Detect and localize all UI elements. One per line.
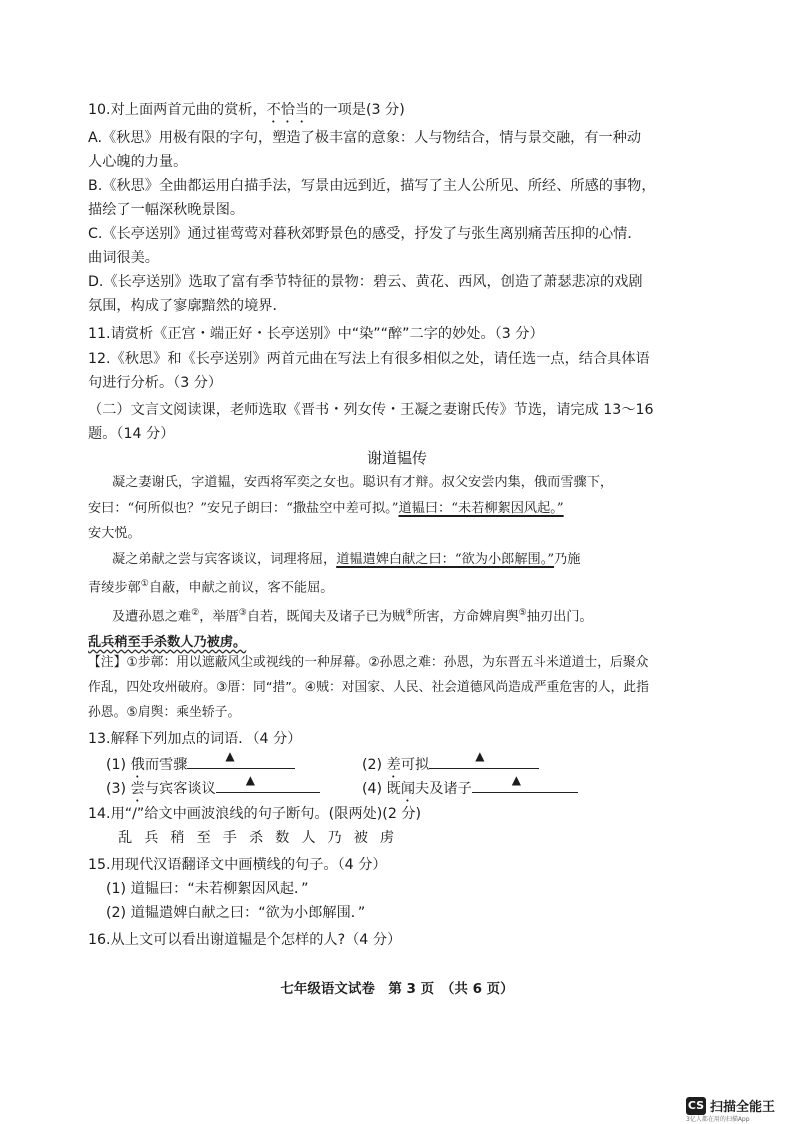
scanner-watermark [686, 1096, 775, 1115]
option-b-line1: B.《秋思》全曲都运用白描手法，写景由远到近，描写了主人公所见、所经、所感的事物， [88, 178, 656, 194]
passage-p1-line1: 凝之妻谢氏，字道韫，安西将军奕之女也。聪识有才辩。叔父安尝内集，俄而雪骤下， [112, 475, 614, 490]
emphasis-not-appropriate: 不恰当 [266, 102, 310, 118]
page-footer: 七年级语文试卷 第 3 页 （共 6 页） [280, 981, 514, 997]
question-14-text: 14.用“/”给文中画波浪线的句子断句。(限两处)(2 分) [88, 806, 422, 822]
question-13-row2 [106, 773, 626, 800]
passage-p2-line1: 凝之弟献之尝与宾客谈议，词理将屈，道韫遣婢白献之曰：“欲为小郎解围。”乃施 [112, 551, 581, 567]
underlined-sentence-2: 道韫遣婢白献之曰：“欲为小郎解围。” [336, 551, 555, 567]
watermark-tagline: 3亿人都在用的扫描App [686, 1116, 750, 1123]
question-16 [88, 928, 678, 952]
question-13-text: 13.解释下列加点的词语．（4 分） [88, 731, 302, 747]
triangle-marker-icon: ▲ [511, 773, 522, 787]
underlined-sentence-1: 道韫曰：“未若柳絮因风起。” [398, 500, 564, 516]
note-marker-2: ② [191, 607, 200, 618]
passage-title: 谢道韫传 [366, 449, 427, 467]
option-d-line1: D.《长亭送别》选取了富有季节特征的景物：碧云、黄花、西风，创造了萧瑟悲凉的戏剧 [88, 274, 643, 290]
passage-body [88, 470, 678, 655]
option-a-line2: 人心魄的力量。 [88, 154, 188, 170]
question-12-line2: 句进行分析。（3 分） [88, 375, 223, 391]
watermark-name: 扫描全能王 [710, 1100, 776, 1115]
question-11-text: 11.请赏析《正宫・端正好・长亭送别》中“染”“醉”二字的妙处。（3 分） [88, 326, 544, 342]
notes-line3: 孙恩。⑤肩舆：乘坐轿子。 [88, 705, 241, 720]
question-14 [88, 802, 678, 850]
section-2-line2: 题。（14 分） [88, 426, 175, 442]
notes-line1: 【注】①步鄣：用以遮蔽风尘或视线的一种屏幕。②孙恩之难：孙恩，为东晋五斗米道道士，后聚众 [88, 655, 649, 670]
option-a-line1: A.《秋思》用极有限的字句，塑造了极丰富的意象：人与物结合，情与景交融，有一种动 [88, 130, 642, 146]
note-marker-4: ④ [405, 607, 414, 618]
passage-p2-line2: 青绫步鄣①自蔽，申献之前议，客不能屈。 [88, 579, 334, 596]
sentence-to-punctuate: 乱兵稍至手杀数人乃被虏 [118, 830, 407, 846]
note-marker-1: ① [140, 579, 149, 589]
passage-p3-line1: 及遭孙恩之难②，举厝③自若，既闻夫及诸子已为贼④所害，方命婢肩舆⑤抽刃出门。 [112, 607, 593, 625]
question-11 [88, 322, 678, 346]
option-b-line2: 描绘了一幅深秋晚景图。 [88, 202, 245, 218]
q13-item-2: (2) 差可拟 ▲ [362, 752, 539, 781]
question-13-stem [88, 727, 678, 751]
question-12-line1: 12.《秋思》和《长亭送别》两首元曲在写法上有很多相似之处，请任选一点，结合具体语 [88, 351, 650, 367]
option-c-line1: C.《长亭送别》通过崔莺莺对暮秋郊野景色的感受，抒发了与张生离别痛苦压抑的心情． [88, 226, 642, 242]
q13-item-4: (4) 既闻夫及诸子 ▲ [362, 776, 578, 805]
passage-p1-line2: 安曰：“何所似也？”安兄子朗曰：“撒盐空中差可拟。”道韫曰：“未若柳絮因风起。” [88, 500, 564, 516]
question-16-text: 16.从上文可以看出谢道韫是个怎样的人?（4 分） [88, 932, 402, 948]
q13-item-1: (1) 俄而雪骤 ▲ [106, 752, 295, 781]
camscanner-logo-icon: CS [686, 1097, 706, 1115]
question-10-stem: 10.对上面两首元曲的赏析，不恰当的一项是(3 分) [88, 102, 405, 118]
wavy-underlined-sentence: 乱兵稍至手杀数人乃被虏。 [88, 634, 247, 650]
option-d-line2: 氛围，构成了寥廓黯然的境界． [88, 298, 287, 314]
section-2-line1: （二）文言文阅读课，老师选取《晋书・列女传・王凝之妻谢氏传》节选，请完成 13～16 [88, 402, 654, 418]
answer-blank-2[interactable] [429, 749, 539, 769]
triangle-marker-icon: ▲ [245, 773, 256, 787]
question-15-text: 15.用现代汉语翻译文中画横线的句子。（4 分） [88, 857, 387, 873]
section-2-intro [88, 398, 678, 446]
question-15 [88, 853, 678, 925]
answer-blank-1[interactable] [187, 749, 295, 769]
answer-blank-3[interactable] [216, 773, 320, 793]
question-15-item-2: (2) 道韫遣婢白献之曰：“欲为小郎解围．” [106, 905, 366, 921]
notes-line2: 作乱，四处攻州破府。③厝：同“措”。④贼：对国家、人民、社会道德风尚造成严重危害的人，此指 [88, 680, 649, 695]
note-marker-3: ③ [238, 607, 247, 618]
annotation-notes [88, 650, 678, 725]
note-marker-5: ⑤ [518, 607, 527, 618]
q13-item-3: (3) 尝与宾客谈议 ▲ [106, 776, 320, 805]
option-c-line2: 曲词很美。 [88, 250, 159, 266]
triangle-marker-icon: ▲ [225, 749, 235, 763]
question-13-row1 [106, 749, 626, 776]
passage-p1-line3: 安大悦。 [88, 526, 141, 541]
question-10 [88, 98, 678, 318]
question-12 [88, 347, 678, 395]
question-15-item-1: (1) 道韫曰：“未若柳絮因风起．” [106, 881, 309, 897]
triangle-marker-icon: ▲ [475, 749, 485, 763]
answer-blank-4[interactable] [472, 773, 578, 793]
